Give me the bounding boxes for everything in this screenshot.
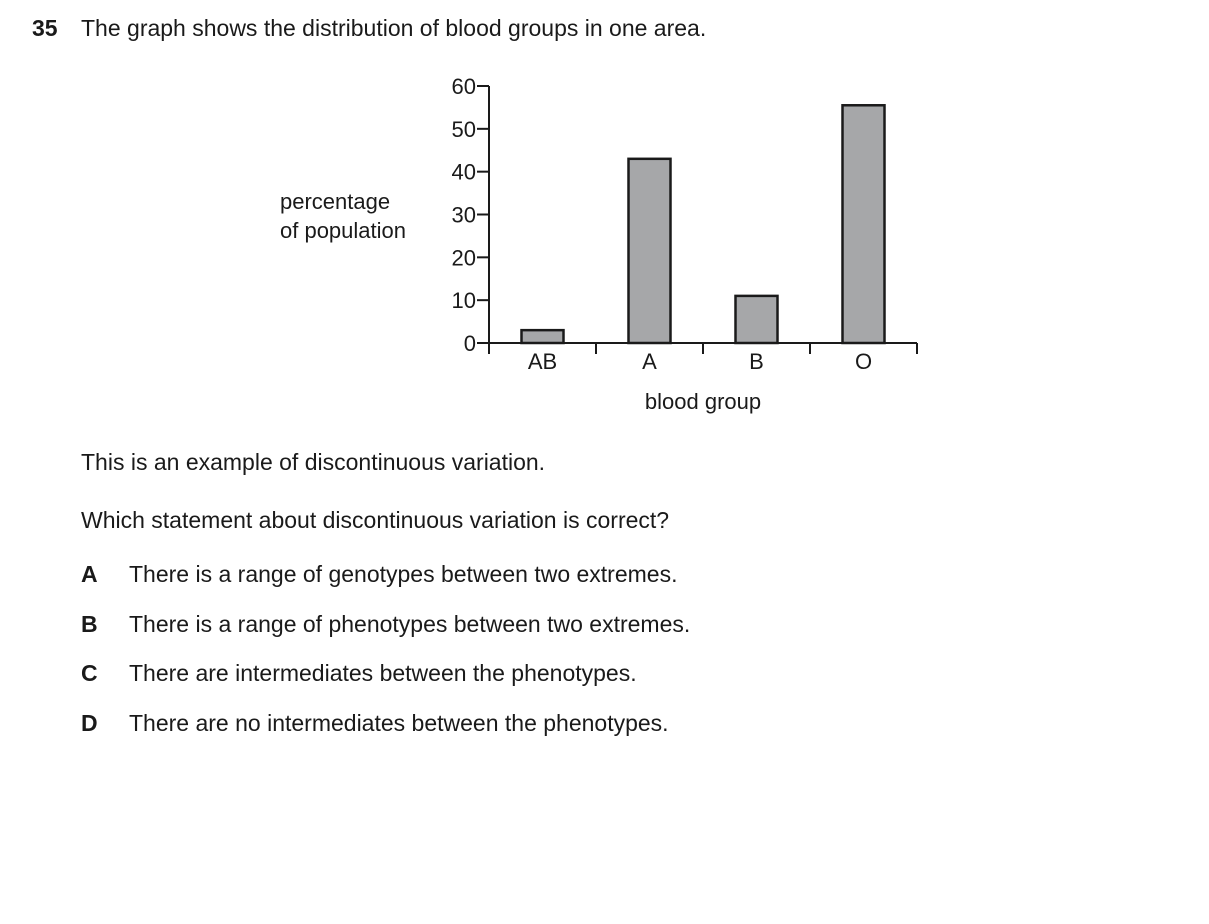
x-tick-label: B	[749, 349, 764, 374]
option-letter: A	[81, 561, 98, 587]
y-tick-label: 60	[451, 74, 476, 99]
option-d[interactable]	[81, 710, 669, 737]
blood-group-bar-chart	[0, 0, 1209, 440]
y-tick-label: 0	[463, 331, 476, 356]
option-c[interactable]	[81, 660, 637, 687]
question-prompt: Which statement about discontinuous variation is correct?	[81, 507, 670, 533]
option-b[interactable]	[81, 611, 690, 638]
option-letter: D	[81, 710, 98, 736]
y-axis-title-line: of population	[280, 218, 406, 243]
option-letter: C	[81, 660, 98, 686]
option-a[interactable]	[81, 561, 677, 588]
question-stem: The graph shows the distribution of blood groups in one area.	[81, 15, 707, 41]
bar-a	[629, 159, 671, 343]
option-text: There is a range of phenotypes between two extremes.	[129, 611, 691, 637]
y-tick-label: 20	[451, 245, 476, 271]
option-text: There is a range of genotypes between two extremes.	[129, 561, 678, 587]
y-axis-title-line: percentage	[280, 189, 391, 214]
option-text: There are intermediates between the phenotypes.	[129, 660, 637, 686]
x-axis-title: blood group	[644, 389, 762, 414]
y-tick-label: 40	[451, 159, 476, 185]
y-tick-label: 10	[451, 288, 476, 314]
bar-b	[736, 296, 778, 343]
question-number: 35	[32, 15, 58, 41]
variation-statement: This is an example of discontinuous variation.	[81, 449, 546, 475]
y-tick-label: 50	[451, 116, 476, 142]
y-tick-label: 30	[451, 202, 476, 228]
x-tick-label: AB	[527, 349, 558, 374]
option-text: There are no intermediates between the phenotypes.	[129, 710, 669, 736]
bar-ab	[522, 330, 564, 343]
x-tick-label: A	[642, 349, 657, 374]
bar-o	[843, 105, 885, 343]
option-letter: B	[81, 611, 98, 637]
x-tick-label: O	[854, 349, 873, 374]
